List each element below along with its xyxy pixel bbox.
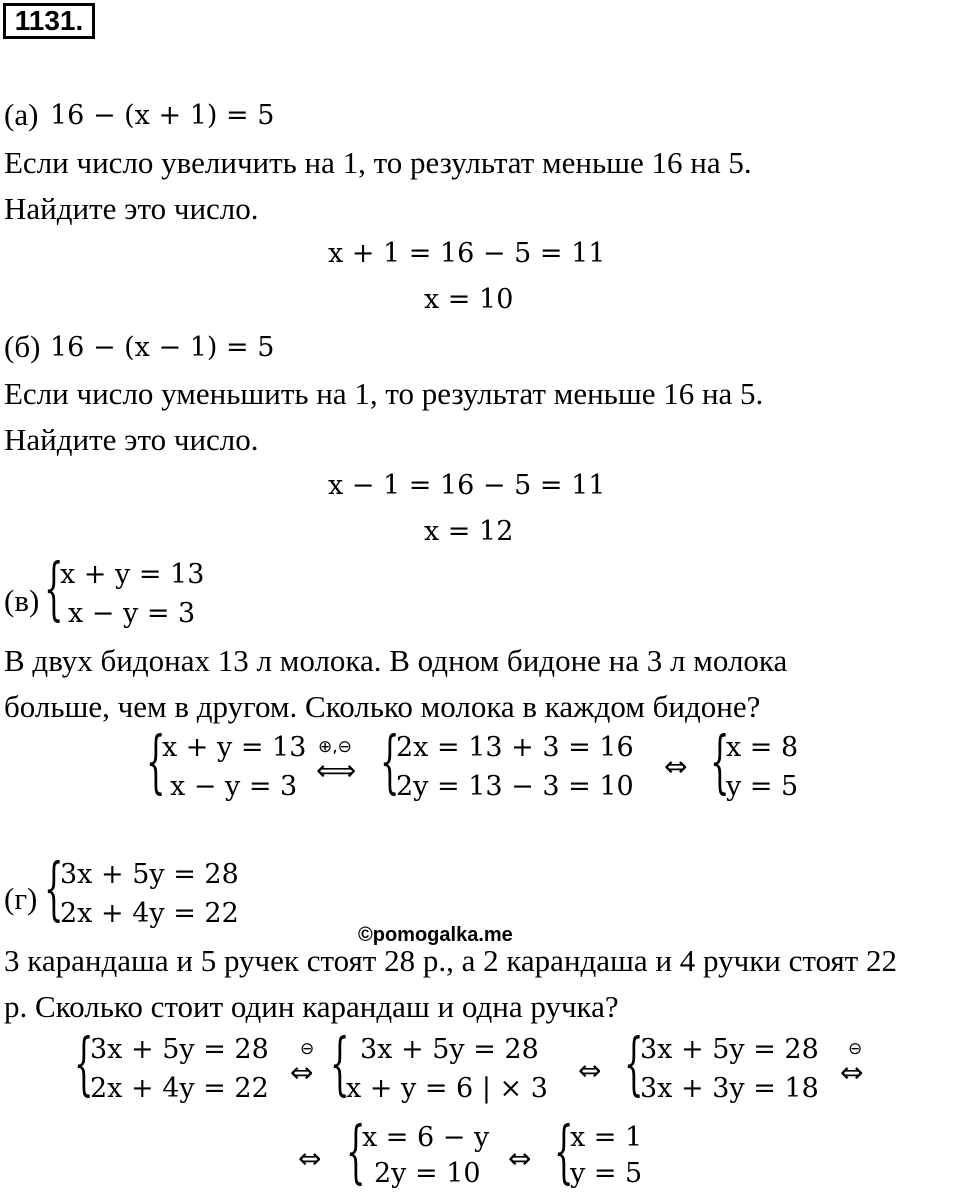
equivalence-arrow: ⇔ (578, 1054, 602, 1087)
system-brace: { (146, 723, 166, 802)
part-a-solution-1: x + 1 = 16 − 5 = 11 (328, 238, 606, 269)
part-a-label: (а) (4, 97, 39, 132)
part-g-step3-line-1: 3x + 5y = 28 (640, 1034, 819, 1065)
part-b-label: (б) (4, 329, 41, 364)
part-g-step2-line-2: x + y = 6 | × 3 (346, 1073, 548, 1104)
system-brace: { (554, 1113, 574, 1192)
part-v-text-1: В двух бидонах 13 л молока. В одном бидоне на 3 л молока (4, 643, 788, 678)
minus-operation: ⊖ (300, 1039, 315, 1059)
system-brace: { (624, 1025, 644, 1104)
part-g-text-2: р. Сколько стоит один карандаш и одна ручка? (4, 989, 619, 1024)
system-brace: { (710, 723, 730, 802)
part-b-solution-1: x − 1 = 16 − 5 = 11 (328, 470, 606, 501)
part-a-text-2: Найдите это число. (4, 191, 259, 226)
equivalence-arrow: ⇔ (508, 1142, 532, 1175)
system-brace: { (44, 550, 64, 629)
part-v-step1-line-2: x − y = 3 (170, 771, 298, 802)
part-g-step2-line-1: 3x + 5y = 28 (360, 1034, 539, 1065)
system-brace: { (330, 1025, 350, 1104)
minus-operation: ⊖ (848, 1039, 863, 1059)
part-g-label: (г) (4, 881, 38, 916)
part-b-text-1: Если число уменьшить на 1, то результат меньше 16 на 5. (4, 376, 764, 411)
part-g-step5-line-2: y = 5 (570, 1158, 643, 1189)
part-g-step4-line-1: x = 6 − y (362, 1122, 490, 1153)
system-brace: { (380, 723, 400, 802)
part-g-step3-line-2: 3x + 3y = 18 (640, 1073, 819, 1104)
plus-minus-operation: ⊕,⊖ (318, 737, 352, 757)
equivalence-arrow: ⇔ (298, 1142, 322, 1175)
system-brace: { (44, 850, 64, 929)
part-v-text-2: больше, чем в другом. Сколько молока в каждом бидоне? (4, 689, 761, 724)
equivalence-arrow: ⇔ (664, 750, 688, 783)
part-v-step3-line-2: y = 5 (726, 771, 799, 802)
part-v-step3-line-1: x = 8 (726, 732, 799, 763)
part-g-system-line-1: 3x + 5y = 28 (60, 859, 239, 890)
part-a-equation: 16 − (x + 1) = 5 (50, 100, 275, 131)
part-g-step4-line-2: 2y = 10 (374, 1158, 481, 1189)
part-v-step2-line-2: 2y = 13 − 3 = 10 (396, 771, 634, 802)
part-b-text-2: Найдите это число. (4, 422, 259, 457)
part-b-solution-2: x = 12 (424, 516, 514, 547)
part-v-system-line-2: x − y = 3 (68, 598, 196, 629)
part-g-step1-line-1: 3x + 5y = 28 (90, 1034, 269, 1065)
equivalence-arrow: ⇔ (840, 1056, 864, 1089)
part-g-step5-line-1: x = 1 (570, 1122, 643, 1153)
system-brace: { (346, 1113, 366, 1192)
watermark: ©pomogalka.me (358, 924, 513, 946)
part-g-text-1: 3 карандаша и 5 ручек стоят 28 р., а 2 карандаша и 4 ручки стоят 22 (4, 943, 897, 978)
part-a-solution-2: x = 10 (424, 284, 514, 315)
part-v-system-line-1: x + y = 13 (60, 559, 205, 590)
part-g-step1-line-2: 2x + 4y = 22 (90, 1073, 269, 1104)
system-brace: { (74, 1025, 94, 1104)
part-a-text-1: Если число увеличить на 1, то результат меньше 16 на 5. (4, 145, 752, 180)
part-v-step2-line-1: 2x = 13 + 3 = 16 (396, 732, 634, 763)
equivalence-arrow: ⟺ (316, 754, 357, 787)
part-v-step1-line-1: x + y = 13 (162, 732, 307, 763)
part-g-system-line-2: 2x + 4y = 22 (60, 898, 239, 929)
part-v-label: (в) (4, 583, 40, 618)
equivalence-arrow: ⇔ (290, 1056, 314, 1089)
problem-number: 1131. (3, 3, 95, 39)
part-b-equation: 16 − (x − 1) = 5 (50, 332, 275, 363)
